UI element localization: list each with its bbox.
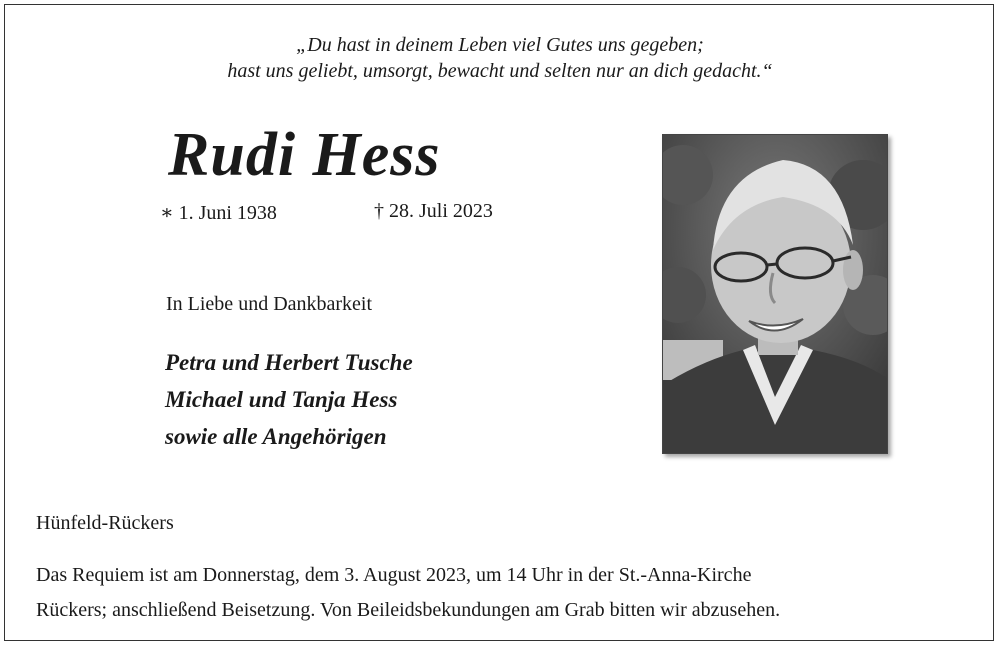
requiem-line-1: Das Requiem ist am Donnerstag, dem 3. August 2023, um 14 Uhr in der St.-Anna-Kirche bbox=[36, 564, 752, 586]
quote-line-2: hast uns geliebt, umsorgt, bewacht und selten nur an dich gedacht.“ bbox=[227, 60, 773, 82]
requiem-notice bbox=[36, 558, 780, 628]
quote-line-1: „Du hast in deinem Leben viel Gutes uns gegeben; bbox=[296, 34, 704, 56]
location: Hünfeld-Rückers bbox=[36, 512, 174, 534]
portrait-photo bbox=[662, 134, 888, 454]
mourner-line: sowie alle Angehörigen bbox=[165, 424, 387, 449]
birth-date: ∗ 1. Juni 1938 bbox=[160, 202, 277, 224]
death-date: † 28. Juli 2023 bbox=[374, 200, 493, 222]
mourner-line: Petra und Herbert Tusche bbox=[165, 350, 413, 375]
mourners-list bbox=[165, 344, 413, 455]
requiem-line-2: Rückers; anschließend Beisetzung. Von Beileidsbekundungen am Grab bitten wir abzusehen. bbox=[36, 599, 781, 621]
memorial-quote bbox=[0, 32, 1000, 84]
thanks-line: In Liebe und Dankbarkeit bbox=[166, 293, 373, 315]
mourner-line: Michael und Tanja Hess bbox=[165, 387, 398, 412]
deceased-name: Rudi Hess bbox=[168, 121, 441, 189]
